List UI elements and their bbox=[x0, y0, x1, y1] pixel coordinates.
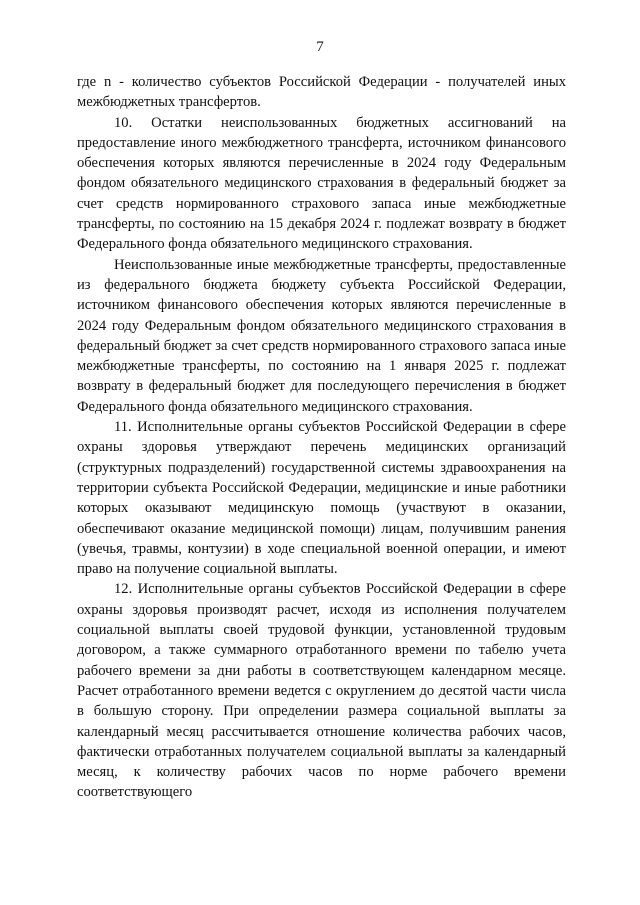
paragraph-continuation: где n - количество субъектов Российской Федерации - получателей иных межбюджетных трансфертов. bbox=[77, 74, 566, 111]
paragraph-item-10-unused-transfers: Неиспользованные иные межбюджетные трансферты, предоставленные из федерального бюджета бюджету субъекта Российской Федерации, источником финансового обеспечения которых являются перечисленные в 2024 году Федеральным фондом обязательного медицинского страхования в федеральный бюджет за счет средств нормированного страхового запаса иные межбюджетные трансферты, по состоянию на 1 января 2025 г. подлежат возврату в федеральный бюджет для последующего перечисления в бюджет Федерального фонда обязательного медицинского страхования. bbox=[77, 256, 566, 415]
document-body bbox=[77, 72, 566, 803]
paragraph-item-12: 12. Исполнительные органы субъектов Российской Федерации в сфере охраны здоровья производят расчет, исходя из исполнения получателем социальной выплаты своей трудовой функции, установленной трудовым договором, а также суммарного отработанного времени по табелю учета рабочего времени за дни работы в соответствующем календарном месяце. Расчет отработанного времени ведется с округлением до десятой части числа в большую сторону. При определении размера социальной выплаты за календарный месяц рассчитывается отношение количества рабочих часов, фактически отработанных получателем социальной выплаты за календарный месяц, к количеству рабочих часов по норме рабочего времени соответствующего bbox=[77, 581, 566, 801]
paragraph-item-10: 10. Остатки неиспользованных бюджетных ассигнований на предоставление иного межбюджетного трансферта, источником финансового обеспечения которых являются перечисленные в 2024 году Федеральным фондом обязательного медицинского страхования в федеральный бюджет за счет средств нормированного страхового запаса иные межбюджетные трансферты, по состоянию на 15 декабря 2024 г. подлежат возврату в бюджет Федерального фонда обязательного медицинского страхования. bbox=[77, 114, 566, 253]
page-number: 7 bbox=[316, 39, 324, 55]
paragraph-item-11: 11. Исполнительные органы субъектов Российской Федерации в сфере охраны здоровья утверждают перечень медицинских организаций (структурных подразделений) государственной системы здравоохранения на территории субъекта Российской Федерации, медицинские и иные работники которых оказывают медицинскую помощь (участвуют в оказании, обеспечивают оказание медицинской помощи) лицам, получившим ранения (увечья, травмы, контузии) в ходе специальной военной операции, и имеют право на получение социальной выплаты. bbox=[77, 419, 566, 578]
